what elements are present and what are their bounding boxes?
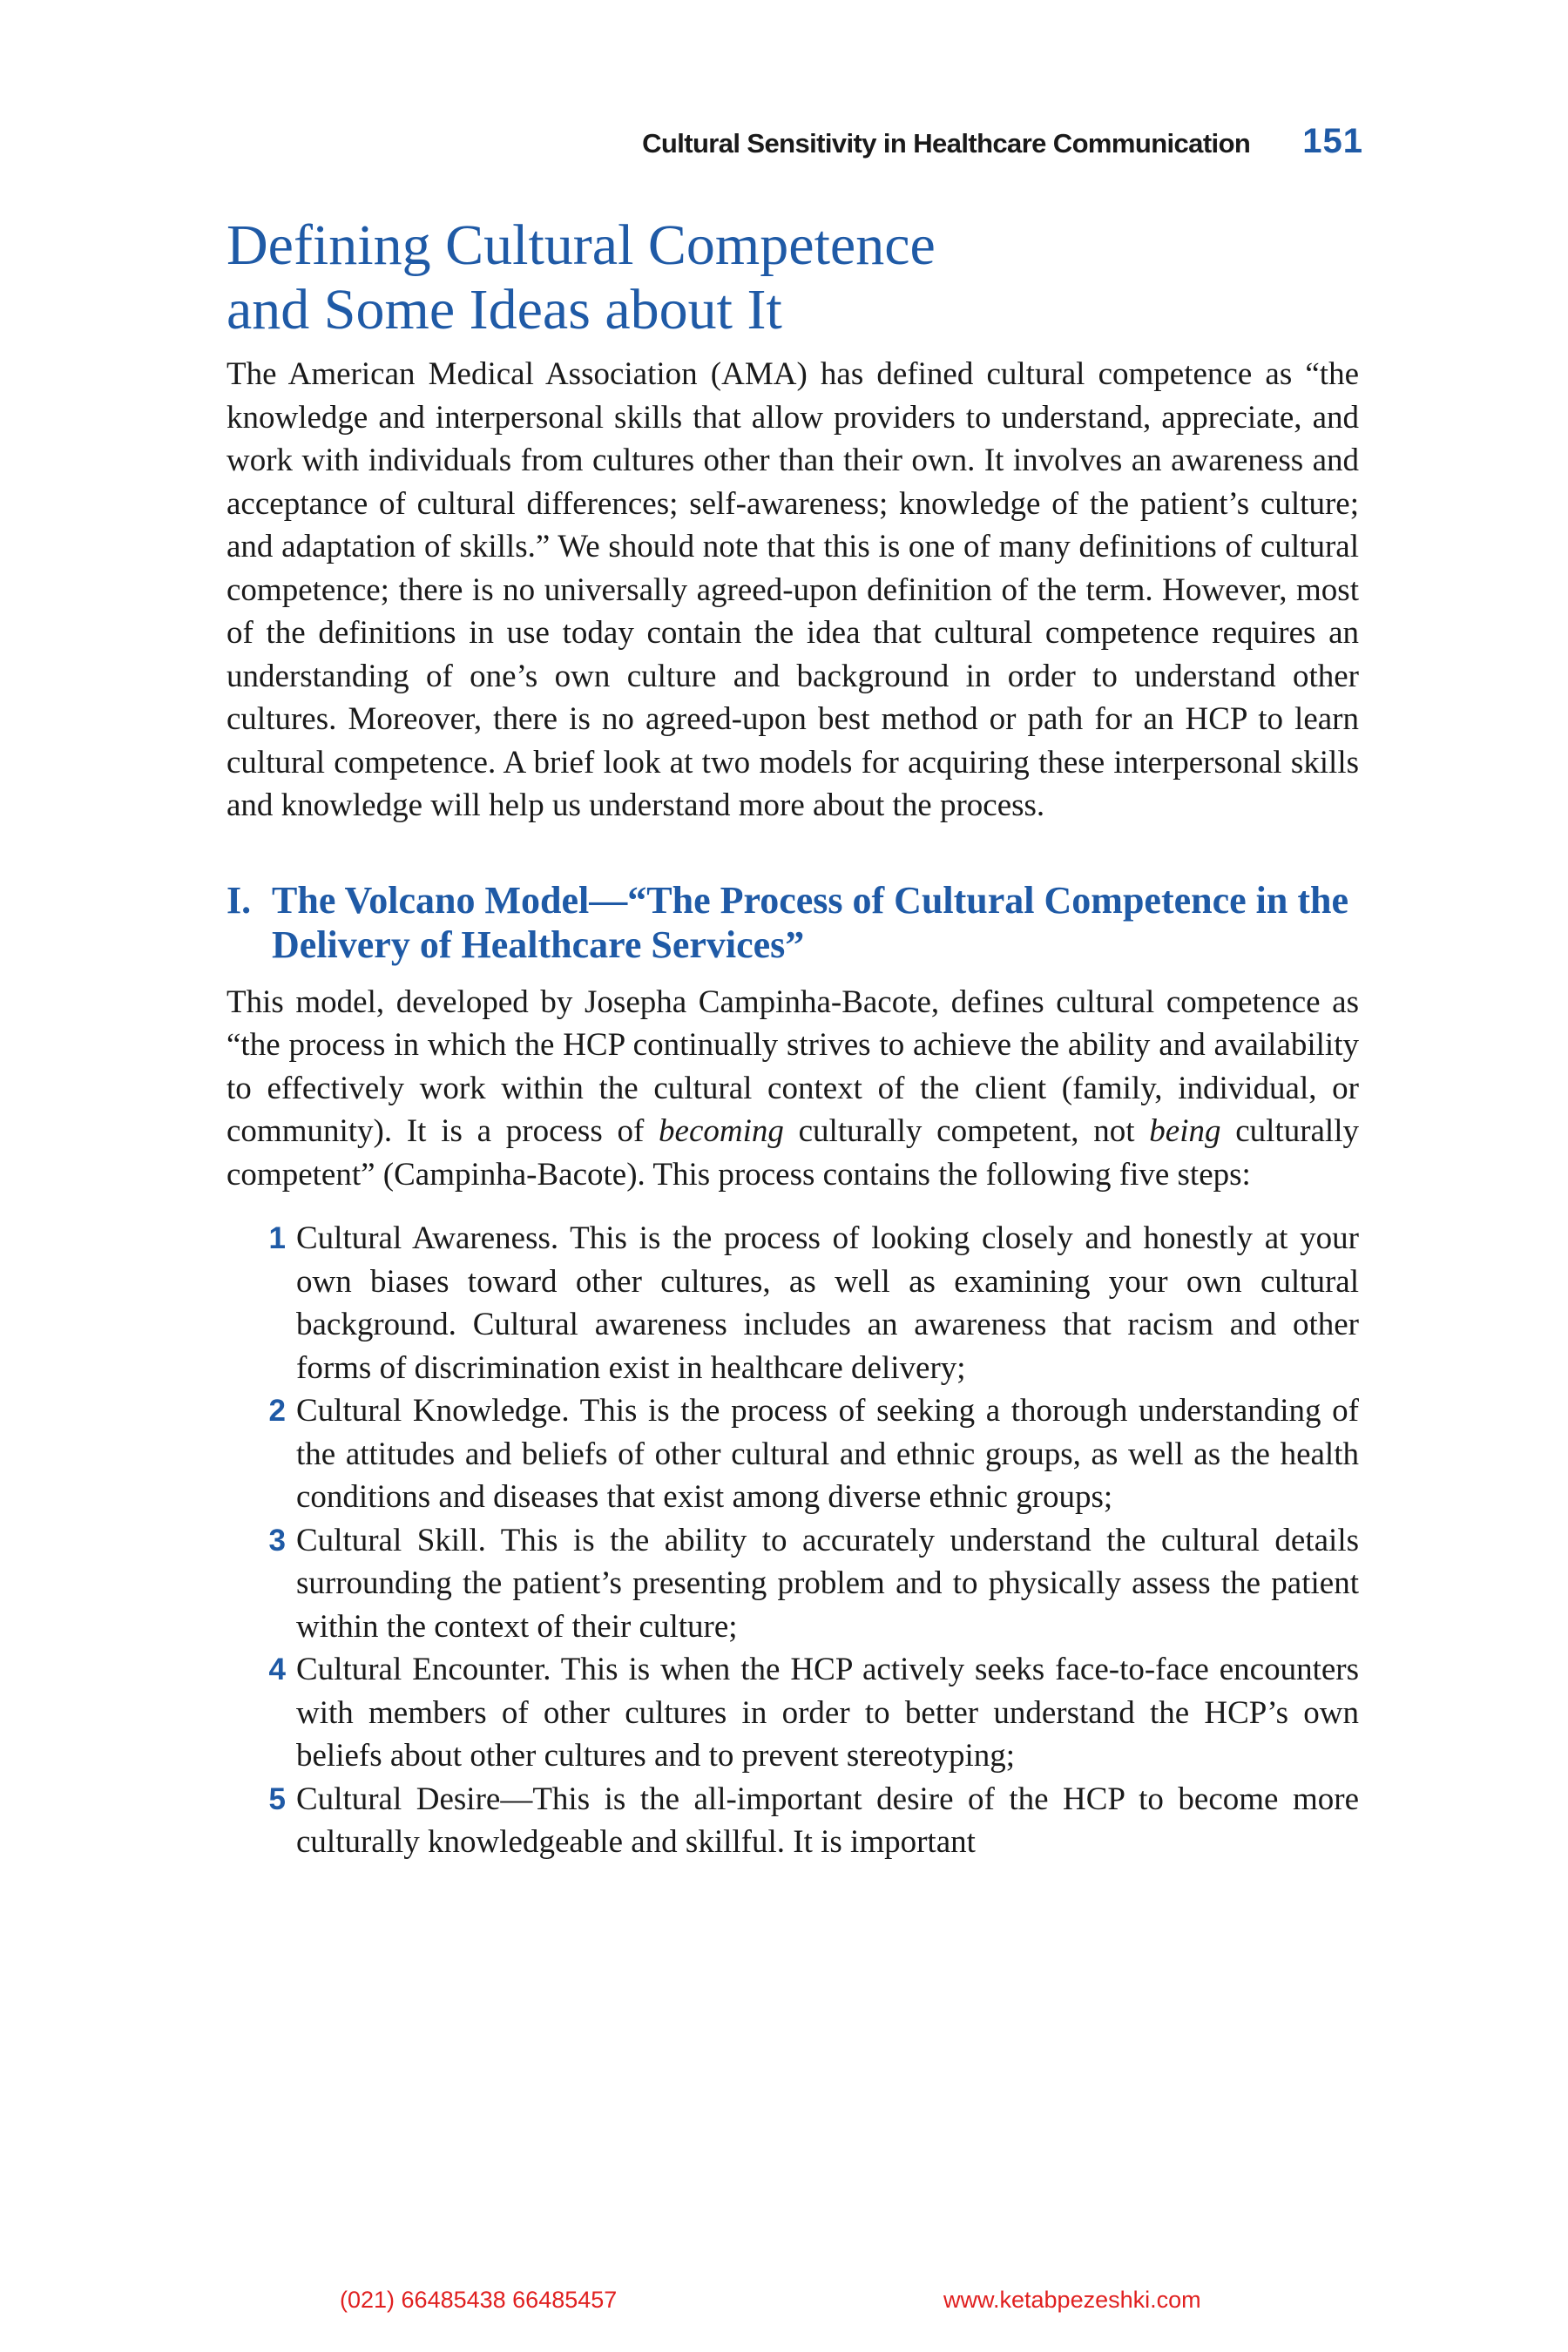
step-number: 3 — [268, 1523, 286, 1558]
subsection-heading — [226, 878, 1359, 967]
step-item — [226, 1778, 1359, 1864]
section-heading — [226, 213, 1359, 342]
model-paragraph-part-3: culturally competent” (Campinha-Bacote). This process contains the following five steps: — [226, 1113, 1359, 1193]
section-heading-line-2: and Some Ideas about It — [226, 278, 782, 341]
page-content — [226, 213, 1359, 1864]
step-item — [226, 1389, 1359, 1519]
model-paragraph-emphasis-becoming: becoming — [659, 1113, 784, 1149]
step-item — [226, 1519, 1359, 1649]
model-paragraph-part-2: culturally competent, not — [783, 1113, 1150, 1149]
step-number: 1 — [268, 1221, 286, 1255]
subsection-number: I. — [226, 878, 252, 922]
step-item — [226, 1217, 1359, 1389]
subsection-title: The Volcano Model—“The Process of Cultural Competence in the Delivery of Healthcare Services” — [272, 878, 1349, 966]
model-paragraph-emphasis-being: being — [1149, 1113, 1221, 1149]
step-text: Cultural Knowledge. This is the process of seeking a thorough understanding of the attitudes and beliefs of other cultural and ethnic groups, as well as the health conditions and diseases that exist among diverse ethnic groups; — [296, 1393, 1359, 1515]
step-text: Cultural Desire—This is the all-important desire of the HCP to become more culturally knowledgeable and skillful. It is important — [296, 1781, 1359, 1860]
step-text: Cultural Encounter. This is when the HCP actively seeks face-to-face encounters with members of other cultures in order to better understand the HCP’s own beliefs about other cultures and to prevent stereotyping; — [296, 1652, 1359, 1774]
running-title: Cultural Sensitivity in Healthcare Communication — [642, 128, 1251, 159]
step-number: 5 — [268, 1781, 286, 1816]
steps-list — [226, 1217, 1359, 1864]
page-number: 151 — [1302, 122, 1363, 160]
step-item — [226, 1648, 1359, 1778]
intro-paragraph: The American Medical Association (AMA) has defined cultural competence as “the knowledge and interpersonal skills that allow providers to understand, appreciate, and work with individuals from cultures other than their own. It involves an awareness and acceptance of cultural differences; self-awareness; knowledge of the patient’s culture; and adaptation of skills.” We should note that this is one of many definitions of cultural competence; there is no universally agreed-upon definition of the term. However, most of the definitions in use today contain the idea that cultural competence requires an understanding of one’s own culture and background in order to understand other cultures. Moreover, there is no agreed-upon best method or path for an HCP to learn cultural competence. A brief look at two models for acquiring these interpersonal skills and knowledge will help us understand more about the process. — [226, 356, 1359, 823]
step-text: Cultural Skill. This is the ability to accurately understand the cultural details surrounding the patient’s presenting problem and to physically assess the patient within the context of their culture; — [296, 1522, 1359, 1645]
running-head — [642, 122, 1363, 161]
step-text: Cultural Awareness. This is the process of looking closely and honestly at your own biases toward other cultures, as well as examining your own cultural background. Cultural awareness includes an awareness that racism and other forms of discrimination exist in healthcare delivery; — [296, 1220, 1359, 1386]
model-paragraph — [226, 981, 1359, 1197]
model-paragraph-part-1: This model, developed by Josepha Campinha-Bacote, defines cultural competence as “the process in which the HCP continually strives to achieve the ability and availability to effectively work within the cultural context of the client (family, individual, or community). It is a process of — [226, 983, 1359, 1149]
step-number: 4 — [268, 1652, 286, 1686]
footer-url[interactable]: www.ketabpezeshki.com — [943, 2287, 1201, 2313]
step-number: 2 — [268, 1394, 286, 1428]
footer-phone: (021) 66485438 66485457 — [340, 2287, 618, 2313]
section-heading-line-1: Defining Cultural Competence — [226, 213, 936, 277]
